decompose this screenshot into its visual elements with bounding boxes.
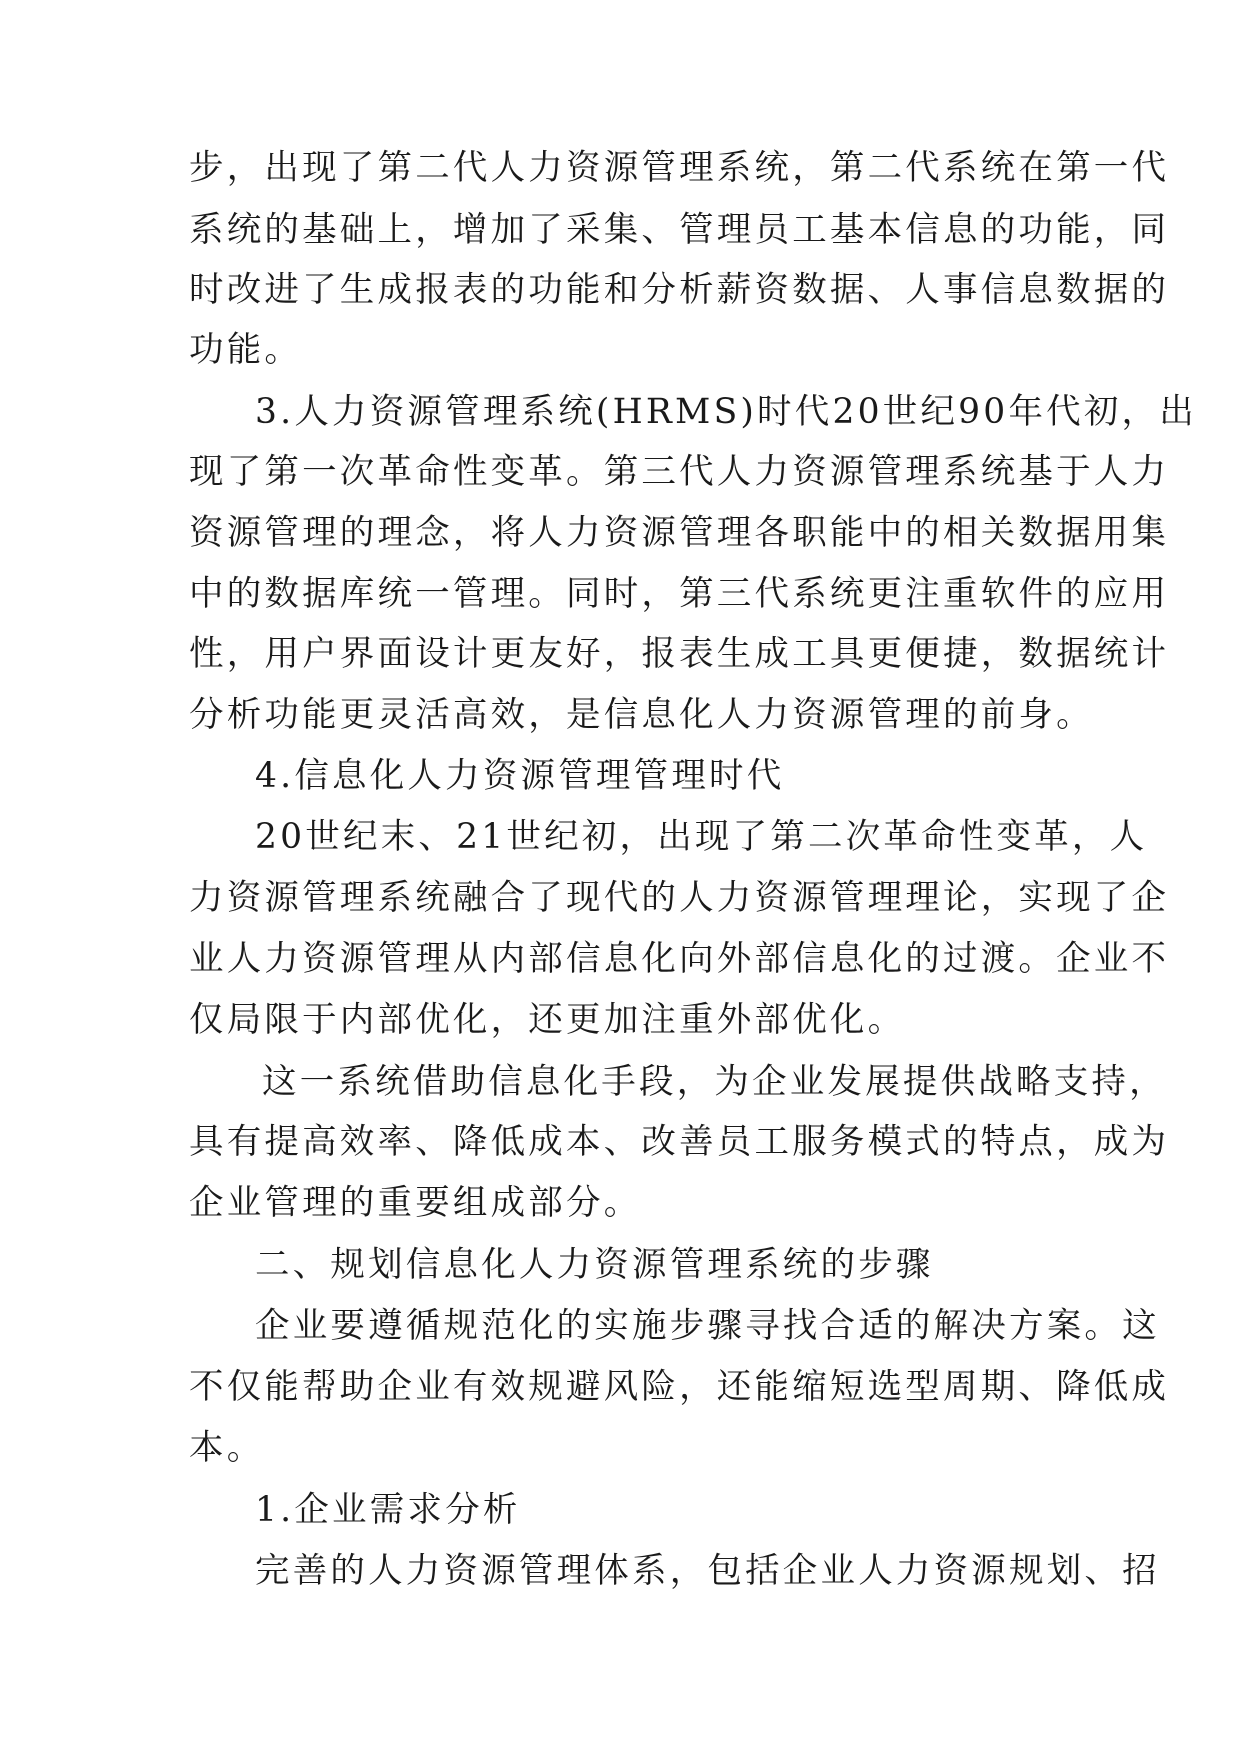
text-line: 完善的人力资源管理体系，包括企业人力资源规划、招 <box>255 1551 1160 1591</box>
text-line: 步，出现了第二代人力资源管理系统，第二代系统在第一代 <box>189 148 1170 188</box>
text-line: 这一系统借助信息化手段，为企业发展提供战略支持， <box>262 1062 1167 1102</box>
text-line: 功能。 <box>189 330 303 370</box>
text-line: 性，用户界面设计更友好，报表生成工具更便捷，数据统计 <box>189 634 1170 674</box>
text-line: 时改进了生成报表的功能和分析薪资数据、人事信息数据的 <box>189 270 1170 310</box>
text-line: 力资源管理系统融合了现代的人力资源管理理论，实现了企 <box>189 878 1170 918</box>
section-heading: 1.企业需求分析 <box>255 1490 521 1530</box>
text-line: 3.人力资源管理系统(HRMS)时代20世纪90年代初，出 <box>255 392 1197 432</box>
text-line: 系统的基础上，增加了采集、管理员工基本信息的功能，同 <box>189 210 1170 250</box>
text-line: 不仅能帮助企业有效规避风险，还能缩短选型周期、降低成 <box>189 1367 1170 1407</box>
section-heading: 4.信息化人力资源管理管理时代 <box>255 756 785 796</box>
text-line: 中的数据库统一管理。同时，第三代系统更注重软件的应用 <box>189 574 1170 614</box>
text-line: 现了第一次革命性变革。第三代人力资源管理系统基于人力 <box>189 452 1170 492</box>
text-line: 资源管理的理念，将人力资源管理各职能中的相关数据用集 <box>189 513 1170 553</box>
text-line: 企业管理的重要组成部分。 <box>189 1183 642 1223</box>
text-line: 20世纪末、21世纪初，出现了第二次革命性变革，人 <box>255 817 1148 857</box>
text-line: 企业要遵循规范化的实施步骤寻找合适的解决方案。这 <box>255 1306 1160 1346</box>
text-line: 业人力资源管理从内部信息化向外部信息化的过渡。企业不 <box>189 939 1170 979</box>
text-line: 具有提高效率、降低成本、改善员工服务模式的特点，成为 <box>189 1122 1170 1162</box>
text-line: 分析功能更灵活高效，是信息化人力资源管理的前身。 <box>189 695 1094 735</box>
text-line: 本。 <box>189 1428 265 1468</box>
section-heading: 二、规划信息化人力资源管理系统的步骤 <box>255 1245 934 1285</box>
text-line: 仅局限于内部优化，还更加注重外部优化。 <box>189 1000 906 1040</box>
